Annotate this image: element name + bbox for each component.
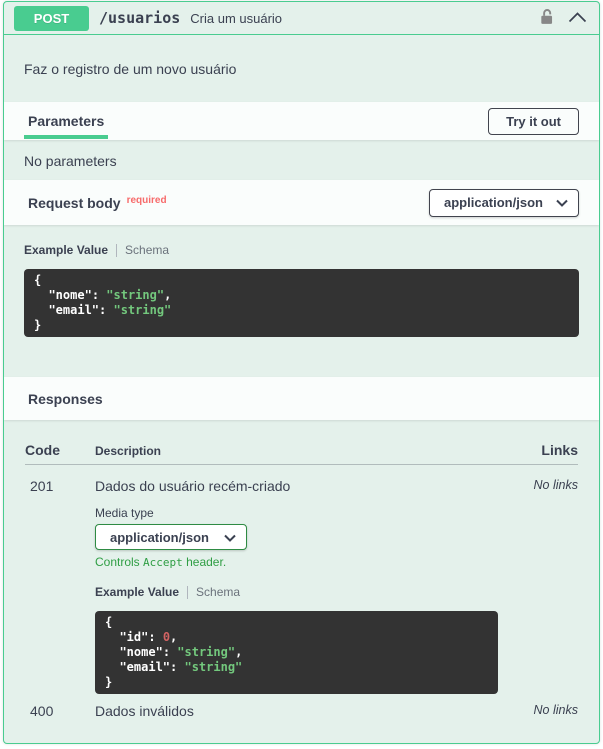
responses-table-header-row bbox=[25, 442, 578, 465]
response-row-400 bbox=[25, 694, 578, 719]
try-it-out-button[interactable]: Try it out bbox=[488, 108, 579, 135]
request-body-title-text: Request body bbox=[28, 194, 121, 211]
tab-schema[interactable]: Schema bbox=[125, 243, 170, 257]
media-type-label: Media type bbox=[95, 506, 154, 520]
request-media-type-value: application/json bbox=[444, 195, 543, 210]
tabs-divider bbox=[116, 244, 117, 257]
tabs-divider bbox=[187, 586, 188, 599]
request-media-type-select[interactable] bbox=[429, 189, 579, 217]
chevron-down-icon bbox=[216, 530, 236, 545]
links-column-header: Links bbox=[541, 442, 578, 458]
response-media-type-value: application/json bbox=[110, 529, 209, 545]
responses-section-header bbox=[4, 377, 599, 420]
operation-block-post-usuarios bbox=[3, 1, 600, 744]
operation-description: Faz o registro de um novo usuário bbox=[24, 61, 237, 77]
request-body-example-area bbox=[4, 225, 599, 377]
request-example-tabs bbox=[24, 243, 579, 257]
description-column-header: Description bbox=[95, 444, 162, 458]
response-example-tabs bbox=[95, 585, 498, 599]
no-parameters-text: No parameters bbox=[24, 153, 117, 169]
chevron-up-icon bbox=[568, 11, 587, 26]
response-row-201 bbox=[25, 465, 578, 694]
accept-header-note bbox=[95, 555, 498, 569]
chevron-down-icon bbox=[548, 195, 568, 210]
response-description: Dados inválidos bbox=[95, 703, 194, 719]
responses-title: Responses bbox=[28, 390, 103, 407]
responses-table bbox=[4, 420, 599, 743]
tab-schema[interactable]: Schema bbox=[196, 585, 241, 599]
collapse-button[interactable] bbox=[566, 9, 589, 28]
response-media-type-select[interactable] bbox=[95, 524, 247, 550]
code-column-header: Code bbox=[25, 442, 60, 458]
request-example-code: { "nome": "string", "email": "string" } bbox=[24, 269, 579, 337]
response-links: No links bbox=[533, 478, 578, 492]
endpoint-summary: Cria um usuário bbox=[190, 10, 283, 26]
tab-example-value[interactable]: Example Value bbox=[24, 243, 109, 257]
required-badge: required bbox=[126, 194, 167, 206]
unlock-icon bbox=[539, 8, 554, 28]
response-code: 201 bbox=[30, 478, 54, 494]
request-body-section-header bbox=[4, 180, 599, 225]
accept-note-code: Accept bbox=[143, 556, 183, 569]
auth-unlock-button[interactable] bbox=[537, 6, 556, 30]
tab-example-value[interactable]: Example Value bbox=[95, 585, 180, 599]
response-links: No links bbox=[533, 703, 578, 717]
operation-summary[interactable] bbox=[4, 2, 599, 35]
accept-note-prefix: Controls bbox=[95, 555, 144, 569]
parameters-section-header bbox=[4, 102, 599, 140]
response-example-code: { "id": 0, "nome": "string", "email": "string" } bbox=[95, 611, 498, 694]
response-description-cell bbox=[95, 478, 498, 694]
endpoint-path: /usuarios bbox=[99, 9, 181, 27]
method-badge: POST bbox=[14, 6, 89, 31]
accept-note-suffix: header. bbox=[182, 555, 227, 569]
parameters-title: Parameters bbox=[24, 113, 108, 129]
response-description: Dados do usuário recém-criado bbox=[95, 478, 291, 494]
request-body-title bbox=[24, 195, 171, 211]
response-code: 400 bbox=[30, 703, 54, 719]
